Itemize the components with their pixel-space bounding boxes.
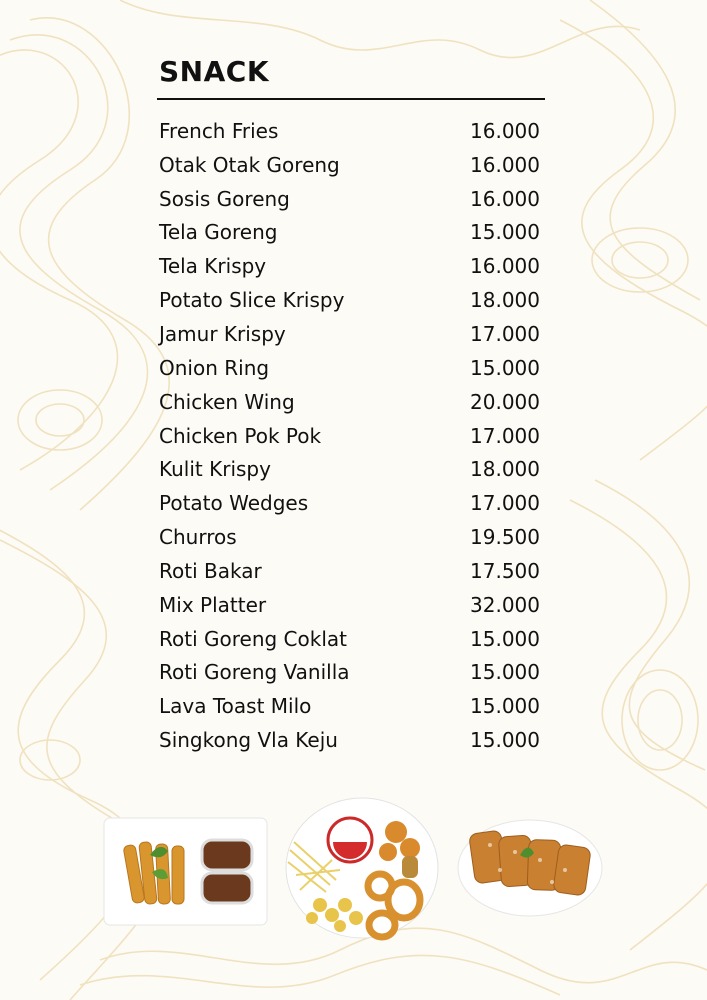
- menu-item-price: 19.500: [470, 525, 540, 550]
- menu-item-price: 18.000: [470, 288, 540, 313]
- menu-item-price: 17.500: [470, 558, 540, 583]
- menu-item: [157, 520, 545, 554]
- menu-item: [157, 588, 545, 622]
- title-divider: [157, 98, 545, 100]
- menu-item-price: 16.000: [470, 118, 540, 143]
- menu-item: [157, 689, 545, 723]
- section-title: SNACK: [159, 55, 270, 88]
- menu-item-name: Tela Goreng: [159, 220, 278, 245]
- menu-item-name: Chicken Wing: [159, 389, 295, 414]
- menu-item-name: Roti Goreng Coklat: [159, 626, 347, 651]
- menu-item: [157, 452, 545, 486]
- menu-item-name: Kulit Krispy: [159, 457, 271, 482]
- menu-item-price: 15.000: [470, 220, 540, 245]
- menu-item-price: 15.000: [470, 626, 540, 651]
- menu-item-name: Roti Bakar: [159, 558, 262, 583]
- menu-item-price: 17.000: [470, 423, 540, 448]
- churros-plate-photo: [104, 818, 267, 925]
- menu-item: [157, 317, 545, 351]
- menu-item-price: 16.000: [470, 186, 540, 211]
- menu-item-price: 18.000: [470, 457, 540, 482]
- menu-item-name: Singkong Vla Keju: [159, 728, 338, 753]
- menu-item-name: Roti Goreng Vanilla: [159, 660, 350, 685]
- menu-item: [157, 114, 545, 148]
- menu-item: [157, 148, 545, 182]
- menu-item-name: Potato Slice Krispy: [159, 288, 345, 313]
- menu-item-list: [157, 114, 545, 757]
- mix-platter-photo: [286, 798, 438, 938]
- menu-item-name: French Fries: [159, 118, 279, 143]
- menu-item: [157, 723, 545, 757]
- snack-menu: [157, 52, 545, 757]
- menu-item-price: 15.000: [470, 355, 540, 380]
- menu-item-price: 15.000: [470, 660, 540, 685]
- menu-item-price: 17.000: [470, 321, 540, 346]
- menu-item: [157, 216, 545, 250]
- menu-item-price: 17.000: [470, 491, 540, 516]
- menu-item-name: Onion Ring: [159, 355, 270, 380]
- menu-item: [157, 283, 545, 317]
- menu-item: [157, 182, 545, 216]
- menu-item-name: Lava Toast Milo: [159, 694, 312, 719]
- menu-item: [157, 351, 545, 385]
- menu-item-name: Tela Krispy: [159, 254, 267, 279]
- menu-item-name: Mix Platter: [159, 592, 267, 617]
- menu-item-name: Potato Wedges: [159, 491, 309, 516]
- menu-item-name: Chicken Pok Pok: [159, 423, 322, 448]
- food-photos: [0, 790, 707, 950]
- menu-item-name: Sosis Goreng: [159, 186, 290, 211]
- menu-item-price: 16.000: [470, 152, 540, 177]
- menu-item: [157, 419, 545, 453]
- menu-item: [157, 656, 545, 690]
- menu-item-price: 20.000: [470, 389, 540, 414]
- menu-item: [157, 486, 545, 520]
- menu-item: [157, 249, 545, 283]
- menu-item: [157, 554, 545, 588]
- menu-item-name: Otak Otak Goreng: [159, 152, 340, 177]
- roti-goreng-photo: [458, 820, 602, 916]
- menu-item: [157, 385, 545, 419]
- menu-item-price: 32.000: [470, 592, 540, 617]
- menu-item-name: Jamur Krispy: [159, 321, 286, 346]
- menu-item-name: Churros: [159, 525, 237, 550]
- menu-item: [157, 622, 545, 656]
- menu-item-price: 16.000: [470, 254, 540, 279]
- menu-item-price: 15.000: [470, 694, 540, 719]
- menu-item-price: 15.000: [470, 728, 540, 753]
